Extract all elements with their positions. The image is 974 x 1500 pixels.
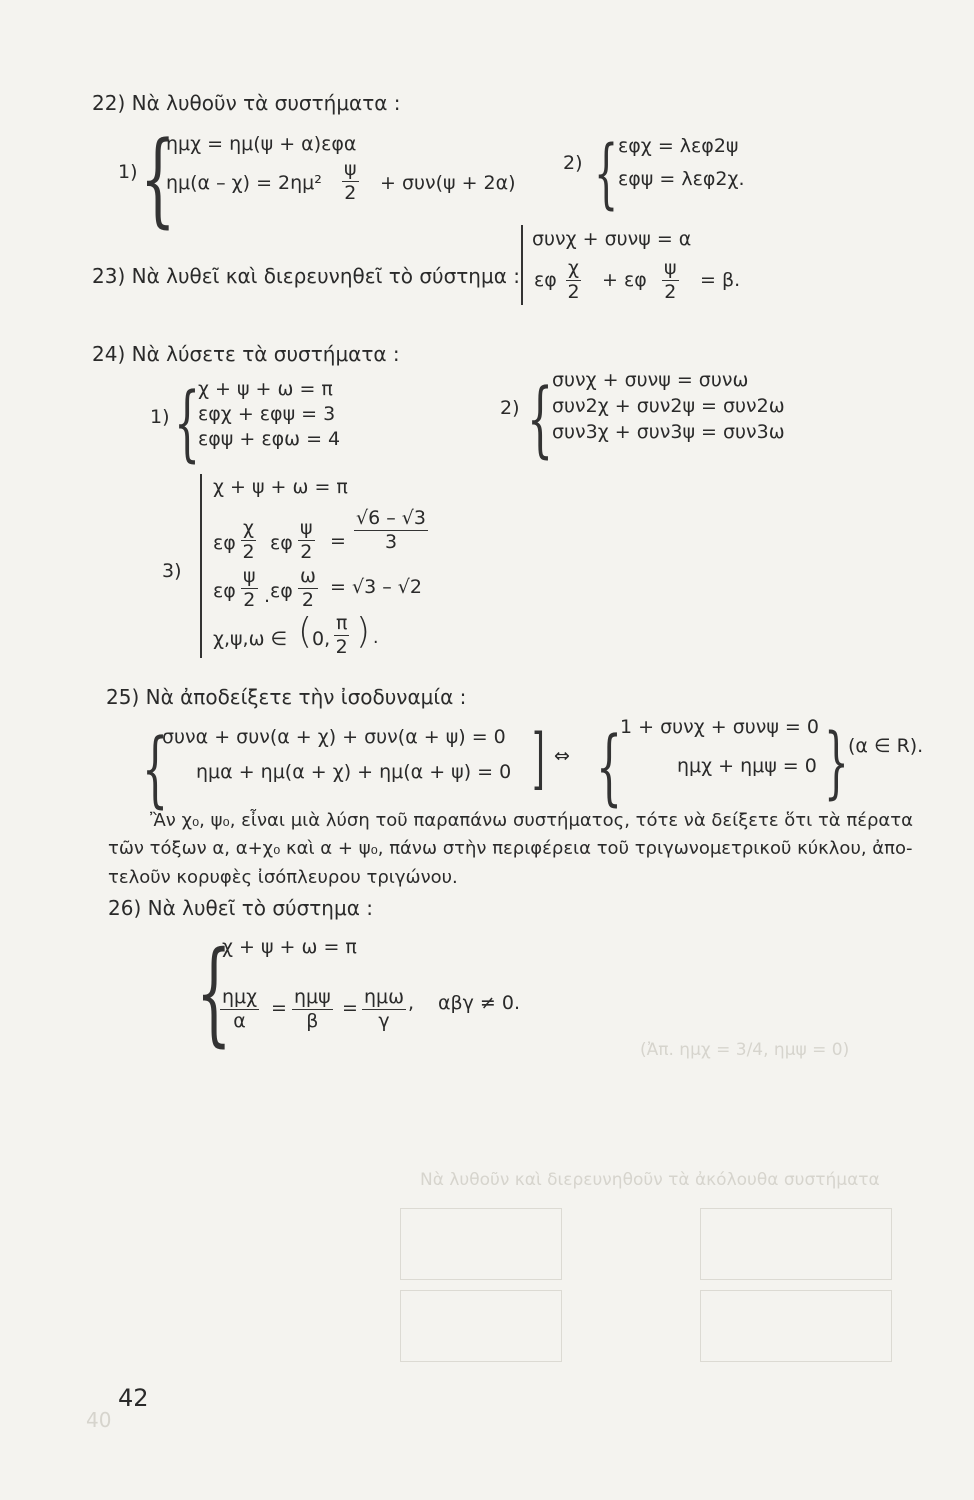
show-through-box xyxy=(700,1208,892,1280)
p25-equivalence-arrow: ⇔ xyxy=(554,745,570,767)
fraction-denominator: 2 xyxy=(300,541,313,563)
fraction-denominator: 3 xyxy=(384,531,398,553)
p24-s2-equation-2: συν2χ + συν2ψ = συν2ω xyxy=(552,395,785,417)
p25-right-equation-2: ημχ + ημψ = 0 xyxy=(677,755,817,777)
show-through-text: Νὰ λυθοῦν καὶ διερευνηθοῦν τὰ ἀκόλουθα συστήματα xyxy=(420,1170,880,1190)
p22-system-1-brace: { xyxy=(140,120,176,239)
p25-paragraph-line-2: τῶν τόξων α, α+χ₀ καὶ α + ψ₀, πάνω στὴν περιφέρεια τοῦ τριγωνομετρικοῦ κύκλου, ἀπο- xyxy=(108,838,913,859)
fraction-denominator: α xyxy=(233,1010,246,1032)
p24-s1-equation-2: εφχ + εφψ = 3 xyxy=(198,403,336,425)
p24-s3-eq2-fraction-2 xyxy=(298,519,315,562)
show-through-box xyxy=(400,1208,562,1280)
p25-paragraph-line-3: τελοῦν κορυφὲς ἰσόπλευρου τριγώνου. xyxy=(108,867,458,888)
p25-condition: (α ∈ R). xyxy=(848,735,924,757)
fraction-numerator: χ xyxy=(568,257,579,279)
fraction-numerator: ψ xyxy=(300,517,313,539)
p26-equals-1: = xyxy=(271,997,287,1019)
p22-s2-equation-2: εφψ = λεφ2χ. xyxy=(618,168,745,190)
p26-fraction-3 xyxy=(362,988,406,1031)
p26-system-brace: { xyxy=(196,928,232,1058)
p24-s3-eq2-equals: = xyxy=(330,530,346,552)
p24-system-1-brace: { xyxy=(174,376,201,471)
fraction-numerator: ψ xyxy=(243,565,256,587)
p25-left-closing-bracket: ] xyxy=(532,720,545,797)
p23-eq2-rhs: = β. xyxy=(700,269,741,291)
show-through-page-number: 40 xyxy=(86,1408,112,1432)
p24-s3-eq3-fraction-2 xyxy=(298,567,318,610)
p24-s3-eq2-ef-2: εφ xyxy=(270,532,293,554)
p22-s1-equation-2-left: ημ(α – χ) = 2ημ² xyxy=(166,172,322,194)
fraction-numerator: ημψ xyxy=(294,986,331,1008)
p24-system-2-brace: { xyxy=(527,372,554,467)
fraction-numerator: ψ xyxy=(344,158,357,180)
p24-s3-eq4-open-paren: ( xyxy=(298,611,313,652)
p22-system-1-label: 1) xyxy=(118,161,138,183)
show-through-box xyxy=(700,1290,892,1362)
p24-s2-equation-3: συν3χ + συν3ψ = συν3ω xyxy=(552,421,785,443)
p26-equation-1: χ + ψ + ω = π xyxy=(222,936,357,958)
p26-comma: , xyxy=(408,992,415,1014)
fraction-numerator: ψ xyxy=(664,257,677,279)
show-through-box xyxy=(400,1290,562,1362)
p24-s3-eq3-ef-2: εφ xyxy=(270,580,293,602)
p22-s1-fraction xyxy=(342,160,359,203)
p24-s3-eq4-zero: 0, xyxy=(312,628,331,650)
p24-s3-eq3-dot: . xyxy=(264,585,271,607)
p23-equation-1: συνχ + συνψ = α xyxy=(532,228,692,250)
p25-right-brace: { xyxy=(596,720,623,815)
p22-s1-equation-2-right: + συν(ψ + 2α) xyxy=(380,172,516,194)
fraction-denominator: 2 xyxy=(664,281,677,303)
fraction-denominator: 2 xyxy=(335,636,348,658)
p23-fraction-2 xyxy=(662,259,679,302)
p23-system-bracket xyxy=(521,225,523,305)
fraction-numerator: π xyxy=(336,612,348,634)
p24-s3-eq4-left: χ,ψ,ω ∈ xyxy=(213,628,288,650)
p24-s1-equation-3: εφψ + εφω = 4 xyxy=(198,428,341,450)
p23-fraction-1 xyxy=(566,259,581,302)
fraction-numerator: ω xyxy=(300,565,316,587)
p24-s3-eq2-ef-1: εφ xyxy=(213,532,236,554)
p24-s3-eq2-fraction-1 xyxy=(241,519,256,562)
p26-condition: αβγ ≠ 0. xyxy=(438,992,521,1014)
p24-s3-eq3-fraction-1 xyxy=(241,567,258,610)
p24-s2-equation-1: συνχ + συνψ = συνω xyxy=(552,369,749,391)
p25-left-equation-2: ημα + ημ(α + χ) + ημ(α + ψ) = 0 xyxy=(196,761,512,783)
p22-system-2-label: 2) xyxy=(563,152,583,174)
p23-eq2-ef-1: εφ xyxy=(534,269,557,291)
fraction-denominator: 2 xyxy=(301,589,314,611)
fraction-numerator: √6 – √3 xyxy=(356,507,426,529)
p22-system-2-brace: { xyxy=(594,128,619,217)
p24-s3-eq3-rhs: = √3 – √2 xyxy=(330,576,422,598)
p25-left-brace: { xyxy=(142,722,169,817)
p24-system-3-bracket xyxy=(200,474,202,658)
p25-right-closing-brace: } xyxy=(824,718,849,808)
p24-s3-eq4-fraction xyxy=(334,614,349,657)
fraction-numerator: χ xyxy=(243,517,254,539)
p22-s2-equation-1: εφχ = λεφ2ψ xyxy=(618,135,739,157)
problem-22-heading: 22) Νὰ λυθοῦν τὰ συστήματα : xyxy=(92,91,401,115)
p24-s1-equation-1: χ + ψ + ω = π xyxy=(198,378,333,400)
p24-system-3-label: 3) xyxy=(162,560,182,582)
p26-fraction-2 xyxy=(292,988,333,1031)
fraction-denominator: γ xyxy=(378,1010,390,1032)
show-through-text: (Ἀπ. ημχ = 3/4, ημψ = 0) xyxy=(640,1040,850,1060)
problem-24-heading: 24) Νὰ λύσετε τὰ συστήματα : xyxy=(92,342,400,366)
p26-equals-2: = xyxy=(342,997,358,1019)
fraction-denominator: 2 xyxy=(567,281,580,303)
p22-s1-equation-1: ημχ = ημ(ψ + α)εφα xyxy=(166,133,357,155)
p24-system-1-label: 1) xyxy=(150,406,170,428)
p24-s3-eq2-rhs-fraction xyxy=(354,509,428,552)
page-number: 42 xyxy=(118,1384,149,1412)
problem-25-heading: 25) Νὰ ἀποδείξετε τὴν ἰσοδυναμία : xyxy=(106,685,467,709)
p26-fraction-1 xyxy=(220,988,259,1031)
fraction-denominator: β xyxy=(306,1010,319,1032)
problem-23-heading: 23) Νὰ λυθεῖ καὶ διερευνηθεῖ τὸ σύστημα : xyxy=(92,264,520,288)
p25-right-equation-1: 1 + συνχ + συνψ = 0 xyxy=(620,716,819,738)
p24-system-2-label: 2) xyxy=(500,397,520,419)
p25-left-equation-1: συνα + συν(α + χ) + συν(α + ψ) = 0 xyxy=(162,726,506,748)
p24-s3-equation-1: χ + ψ + ω = π xyxy=(213,476,348,498)
fraction-denominator: 2 xyxy=(344,182,357,204)
p25-paragraph-line-1: Ἂν χ₀, ψ₀, εἶναι μιὰ λύση τοῦ παραπάνω συστήματος, τότε νὰ δείξετε ὅτι τὰ πέρατα xyxy=(150,810,913,831)
fraction-denominator: 2 xyxy=(242,541,255,563)
p24-s3-eq4-close-paren: ). xyxy=(356,611,382,652)
p23-eq2-plus-ef: + εφ xyxy=(602,269,647,291)
fraction-numerator: ημχ xyxy=(222,986,258,1008)
problem-26-heading: 26) Νὰ λυθεῖ τὸ σύστημα : xyxy=(108,896,373,920)
fraction-denominator: 2 xyxy=(243,589,256,611)
fraction-numerator: ημω xyxy=(364,986,405,1008)
p24-s3-eq3-ef-1: εφ xyxy=(213,580,236,602)
